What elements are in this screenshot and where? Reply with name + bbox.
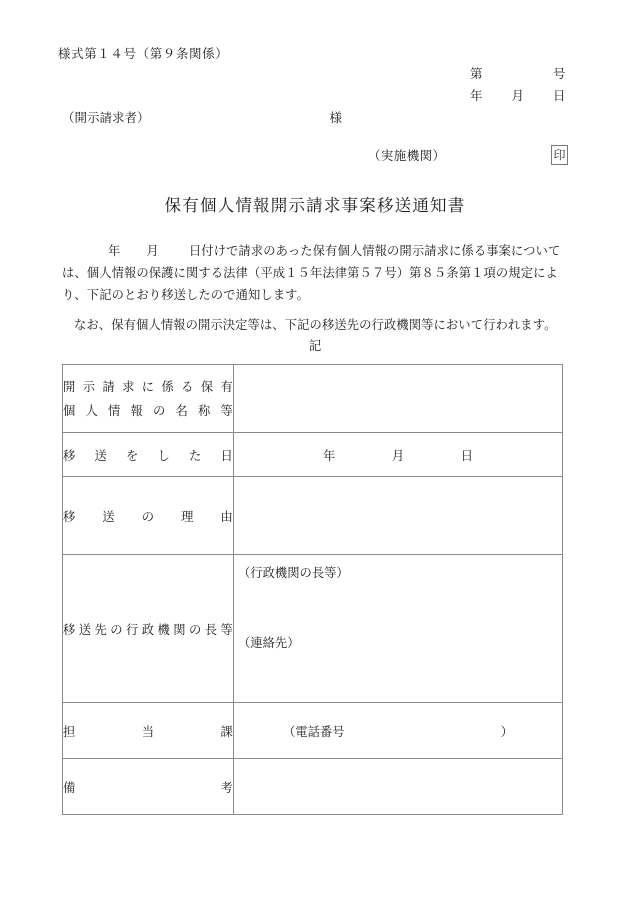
issuing-agency-row [368, 146, 445, 164]
label-char: 開 [63, 379, 76, 394]
label-char: る [181, 379, 194, 394]
label-char: 情 [108, 403, 121, 418]
row-label-department [63, 703, 234, 759]
document-number-suffix: 号 [552, 66, 566, 81]
table-row-destination-agency [63, 555, 563, 703]
label-char: 送 [102, 509, 115, 524]
label-char: 称 [198, 403, 211, 418]
label-char: 移 [63, 509, 76, 524]
row-value-disclosure-name[interactable] [234, 365, 563, 433]
label-char: 先 [94, 622, 107, 637]
row-value-remarks[interactable] [234, 759, 563, 815]
destination-contact-label: （連絡先） [238, 636, 300, 650]
row-label-transfer-reason [63, 477, 234, 555]
body-text [62, 240, 570, 336]
label-spread-wrapper [63, 446, 233, 464]
body-sentence-b: 個人情報の保護に関する法律（平成１５年法律第５７号）第８５条第１項の規定により、下記の [62, 266, 558, 302]
label-char: 当 [141, 724, 155, 739]
label-char: 行 [126, 622, 139, 637]
addressee-honorific: 様 [329, 110, 342, 125]
document-date-day: 日 [552, 88, 566, 103]
label-char: 保 [200, 379, 214, 394]
label-char: に [141, 379, 155, 394]
label-char: 求 [122, 379, 135, 394]
label-char: 送 [94, 448, 107, 463]
body-paragraph-1 [62, 240, 570, 306]
label-char: 名 [175, 403, 188, 418]
label-char: 備 [63, 780, 76, 795]
label-char: 機 [157, 622, 170, 637]
label-char: 日 [220, 448, 233, 463]
row-label-remarks [63, 759, 234, 815]
label-char: 担 [63, 724, 76, 739]
label-char: 政 [141, 622, 155, 637]
row-value-transfer-reason[interactable] [234, 477, 563, 555]
label-char: 関 [173, 622, 186, 637]
label-char: の [110, 622, 123, 637]
label-char: 有 [220, 379, 233, 394]
label-spread-wrapper [63, 778, 233, 796]
row-label-disclosure-name-line2 [63, 399, 233, 423]
table-row-transfer-reason [63, 477, 563, 555]
telephone-close-paren: ） [500, 724, 513, 739]
document-title: 保有個人情報開示請求事案移送通知書 [164, 196, 466, 215]
label-char: 等 [220, 403, 233, 418]
label-char: の [141, 509, 155, 524]
row-label-disclosure-name-line1 [63, 375, 233, 399]
transfer-date-month: 月 [391, 448, 405, 463]
label-char: 考 [220, 780, 233, 795]
label-char: 等 [220, 622, 233, 637]
row-value-transfer-date[interactable] [234, 433, 563, 477]
row-label-disclosure-name [63, 365, 234, 433]
table-row-transfer-date [63, 433, 563, 477]
label-char: し [157, 448, 170, 463]
label-spread-wrapper [63, 620, 233, 638]
label-char: 係 [161, 379, 174, 394]
issuing-agency-label: （実施機関） [368, 148, 446, 163]
table-row-disclosure-name [63, 365, 563, 433]
notification-detail-table [62, 364, 563, 815]
body-paragraph-2: なお、保有個人情報の開示決定等は、下記の移送先の行政機関等において行われます。 [74, 318, 557, 332]
label-char: 移 [63, 448, 76, 463]
label-char: 課 [220, 724, 233, 739]
telephone-field [283, 722, 513, 740]
transfer-date-year: 年 [323, 448, 336, 463]
label-char: 報 [130, 403, 143, 418]
document-date-month: 月 [511, 88, 525, 103]
document-number-row [470, 64, 566, 84]
row-value-department[interactable] [234, 703, 563, 759]
label-char: を [126, 448, 139, 463]
label-char: 示 [82, 379, 96, 394]
label-char: 人 [85, 403, 98, 418]
label-char: 由 [220, 509, 233, 524]
body-sentence-a: 日付けで請求のあった保有個人情報の開示請求に係る事案については、 [62, 244, 561, 280]
label-char: の [153, 403, 166, 418]
label-char: 移 [63, 622, 76, 637]
row-value-destination-agency[interactable] [234, 555, 563, 703]
request-date-month: 月 [146, 244, 159, 258]
document-number-prefix: 第 [470, 66, 484, 81]
row-label-transfer-date [63, 433, 234, 477]
label-char: 理 [181, 509, 194, 524]
body-sentence-c: とおり移送したので通知します。 [124, 288, 309, 302]
label-char: 送 [78, 622, 92, 637]
seal-stamp-box: 印 [551, 145, 568, 165]
label-two-line-wrapper [63, 375, 233, 423]
ki-marker: 記 [308, 338, 322, 353]
label-spread-wrapper [63, 722, 233, 740]
document-date-year: 年 [470, 88, 484, 103]
transfer-date-fields [323, 446, 473, 464]
request-date-year: 年 [108, 244, 121, 258]
document-date-row [470, 86, 566, 106]
addressee-row [62, 108, 342, 126]
table-row-department [63, 703, 563, 759]
telephone-label: （電話番号 [283, 724, 345, 739]
label-char: た [189, 448, 202, 463]
label-char: の [189, 622, 202, 637]
addressee-label: （開示請求者） [62, 110, 150, 125]
form-number: 様式第１４号（第９条関係） [58, 46, 229, 61]
row-label-destination-agency [63, 555, 234, 703]
label-char: 個 [63, 403, 76, 418]
label-spread-wrapper [63, 507, 233, 525]
label-char: 請 [102, 379, 115, 394]
document-number-block [470, 64, 566, 106]
transfer-date-day: 日 [460, 448, 473, 463]
label-char: 長 [204, 622, 218, 637]
table-row-remarks [63, 759, 563, 815]
destination-agency-head-label: （行政機関の長等） [238, 566, 349, 580]
